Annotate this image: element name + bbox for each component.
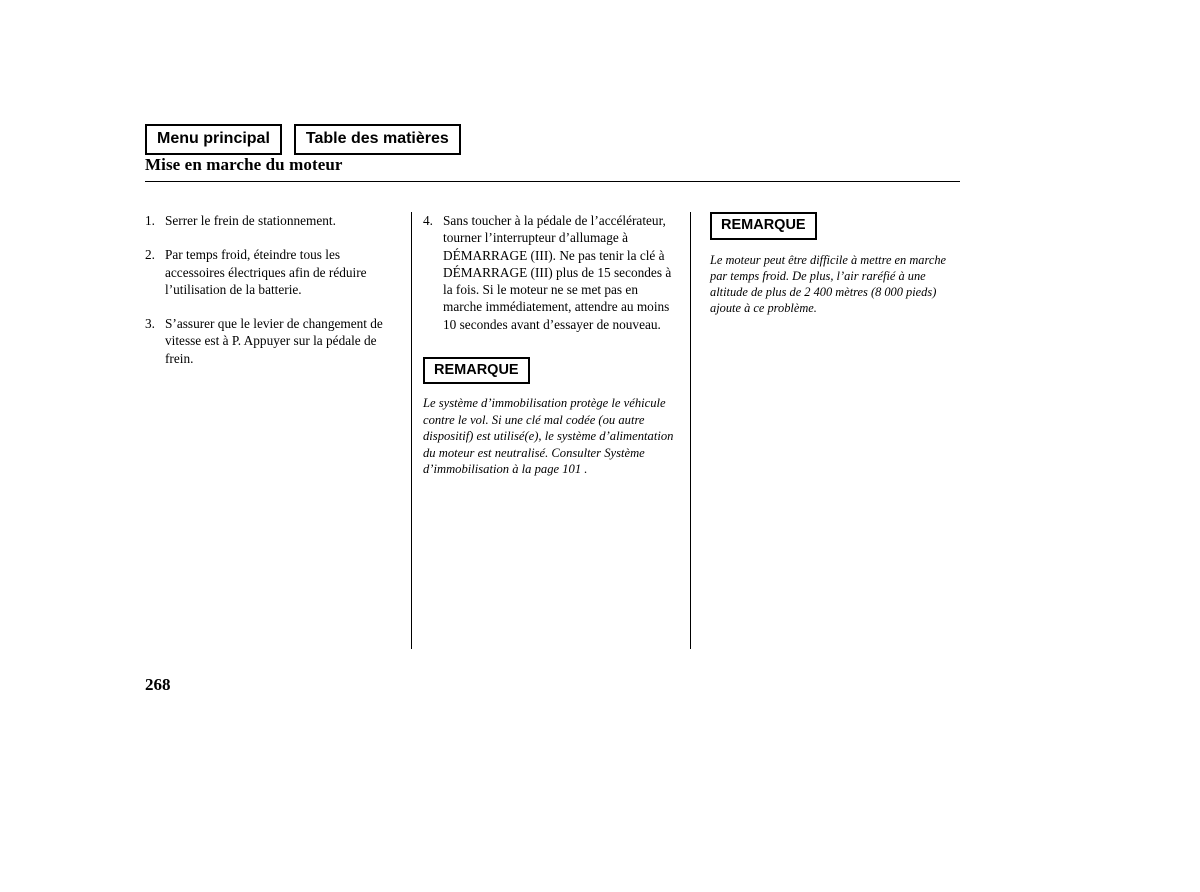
note-text: Le système d’immobilisation protège le véhicule contre le vol. Si une clé mal codée (ou autre dispositif) est utilisé(e), le système d’alimentation du moteur est neutralisé. Consulter Système d’immobilisation à la page 101 . (423, 396, 674, 476)
page-number: 268 (145, 675, 171, 694)
title-divider (145, 181, 960, 182)
list-item-text: Serrer le frein de stationnement. (165, 213, 336, 228)
column-two (423, 212, 678, 477)
list-item-text: Sans toucher à la pédale de l’accélérateur, tourner l’interrupteur d’allumage à DÉMARRAGE (III). Ne pas tenir la clé à DÉMARRAGE (III) plus de 15 secondes à la fois. Si le moteur ne se met pas en marche immédiatement, attendre au moins 10 secondes avant d’essayer de nouveau. (443, 213, 672, 332)
content-columns (145, 212, 960, 657)
column-divider-1 (411, 212, 412, 649)
list-item-number: 2. (145, 247, 155, 263)
list-item (145, 315, 398, 367)
table-of-contents-button[interactable]: Table des matières (294, 124, 461, 155)
note-label: REMARQUE (423, 357, 530, 385)
note-text: Le moteur peut être difficile à mettre en marche par temps froid. De plus, l’air raréfié à une altitude de plus de 2 400 mètres (8 000 pieds) ajoute à ce problème. (710, 252, 947, 315)
top-navigation (145, 124, 461, 155)
list-item (145, 246, 398, 298)
column-divider-2 (690, 212, 691, 649)
page-title: Mise en marche du moteur (145, 155, 343, 174)
list-item-number: 4. (423, 213, 433, 228)
list-item-number: 1. (145, 213, 155, 228)
main-menu-button[interactable]: Menu principal (145, 124, 282, 155)
list-item-text: S’assurer que le levier de changement de vitesse est à P. Appuyer sur la pédale de frein. (165, 316, 383, 366)
column-three (710, 212, 960, 316)
note-label: REMARQUE (710, 212, 817, 240)
note-heading-container (710, 212, 960, 240)
column-one (145, 212, 398, 384)
list-item-number: 3. (145, 316, 155, 332)
note-heading-container (423, 357, 678, 385)
list-item (423, 212, 678, 333)
list-item-text: Par temps froid, éteindre tous les accessoires électriques afin de réduire l’utilisation de la batterie. (165, 247, 367, 297)
list-item (145, 212, 398, 229)
